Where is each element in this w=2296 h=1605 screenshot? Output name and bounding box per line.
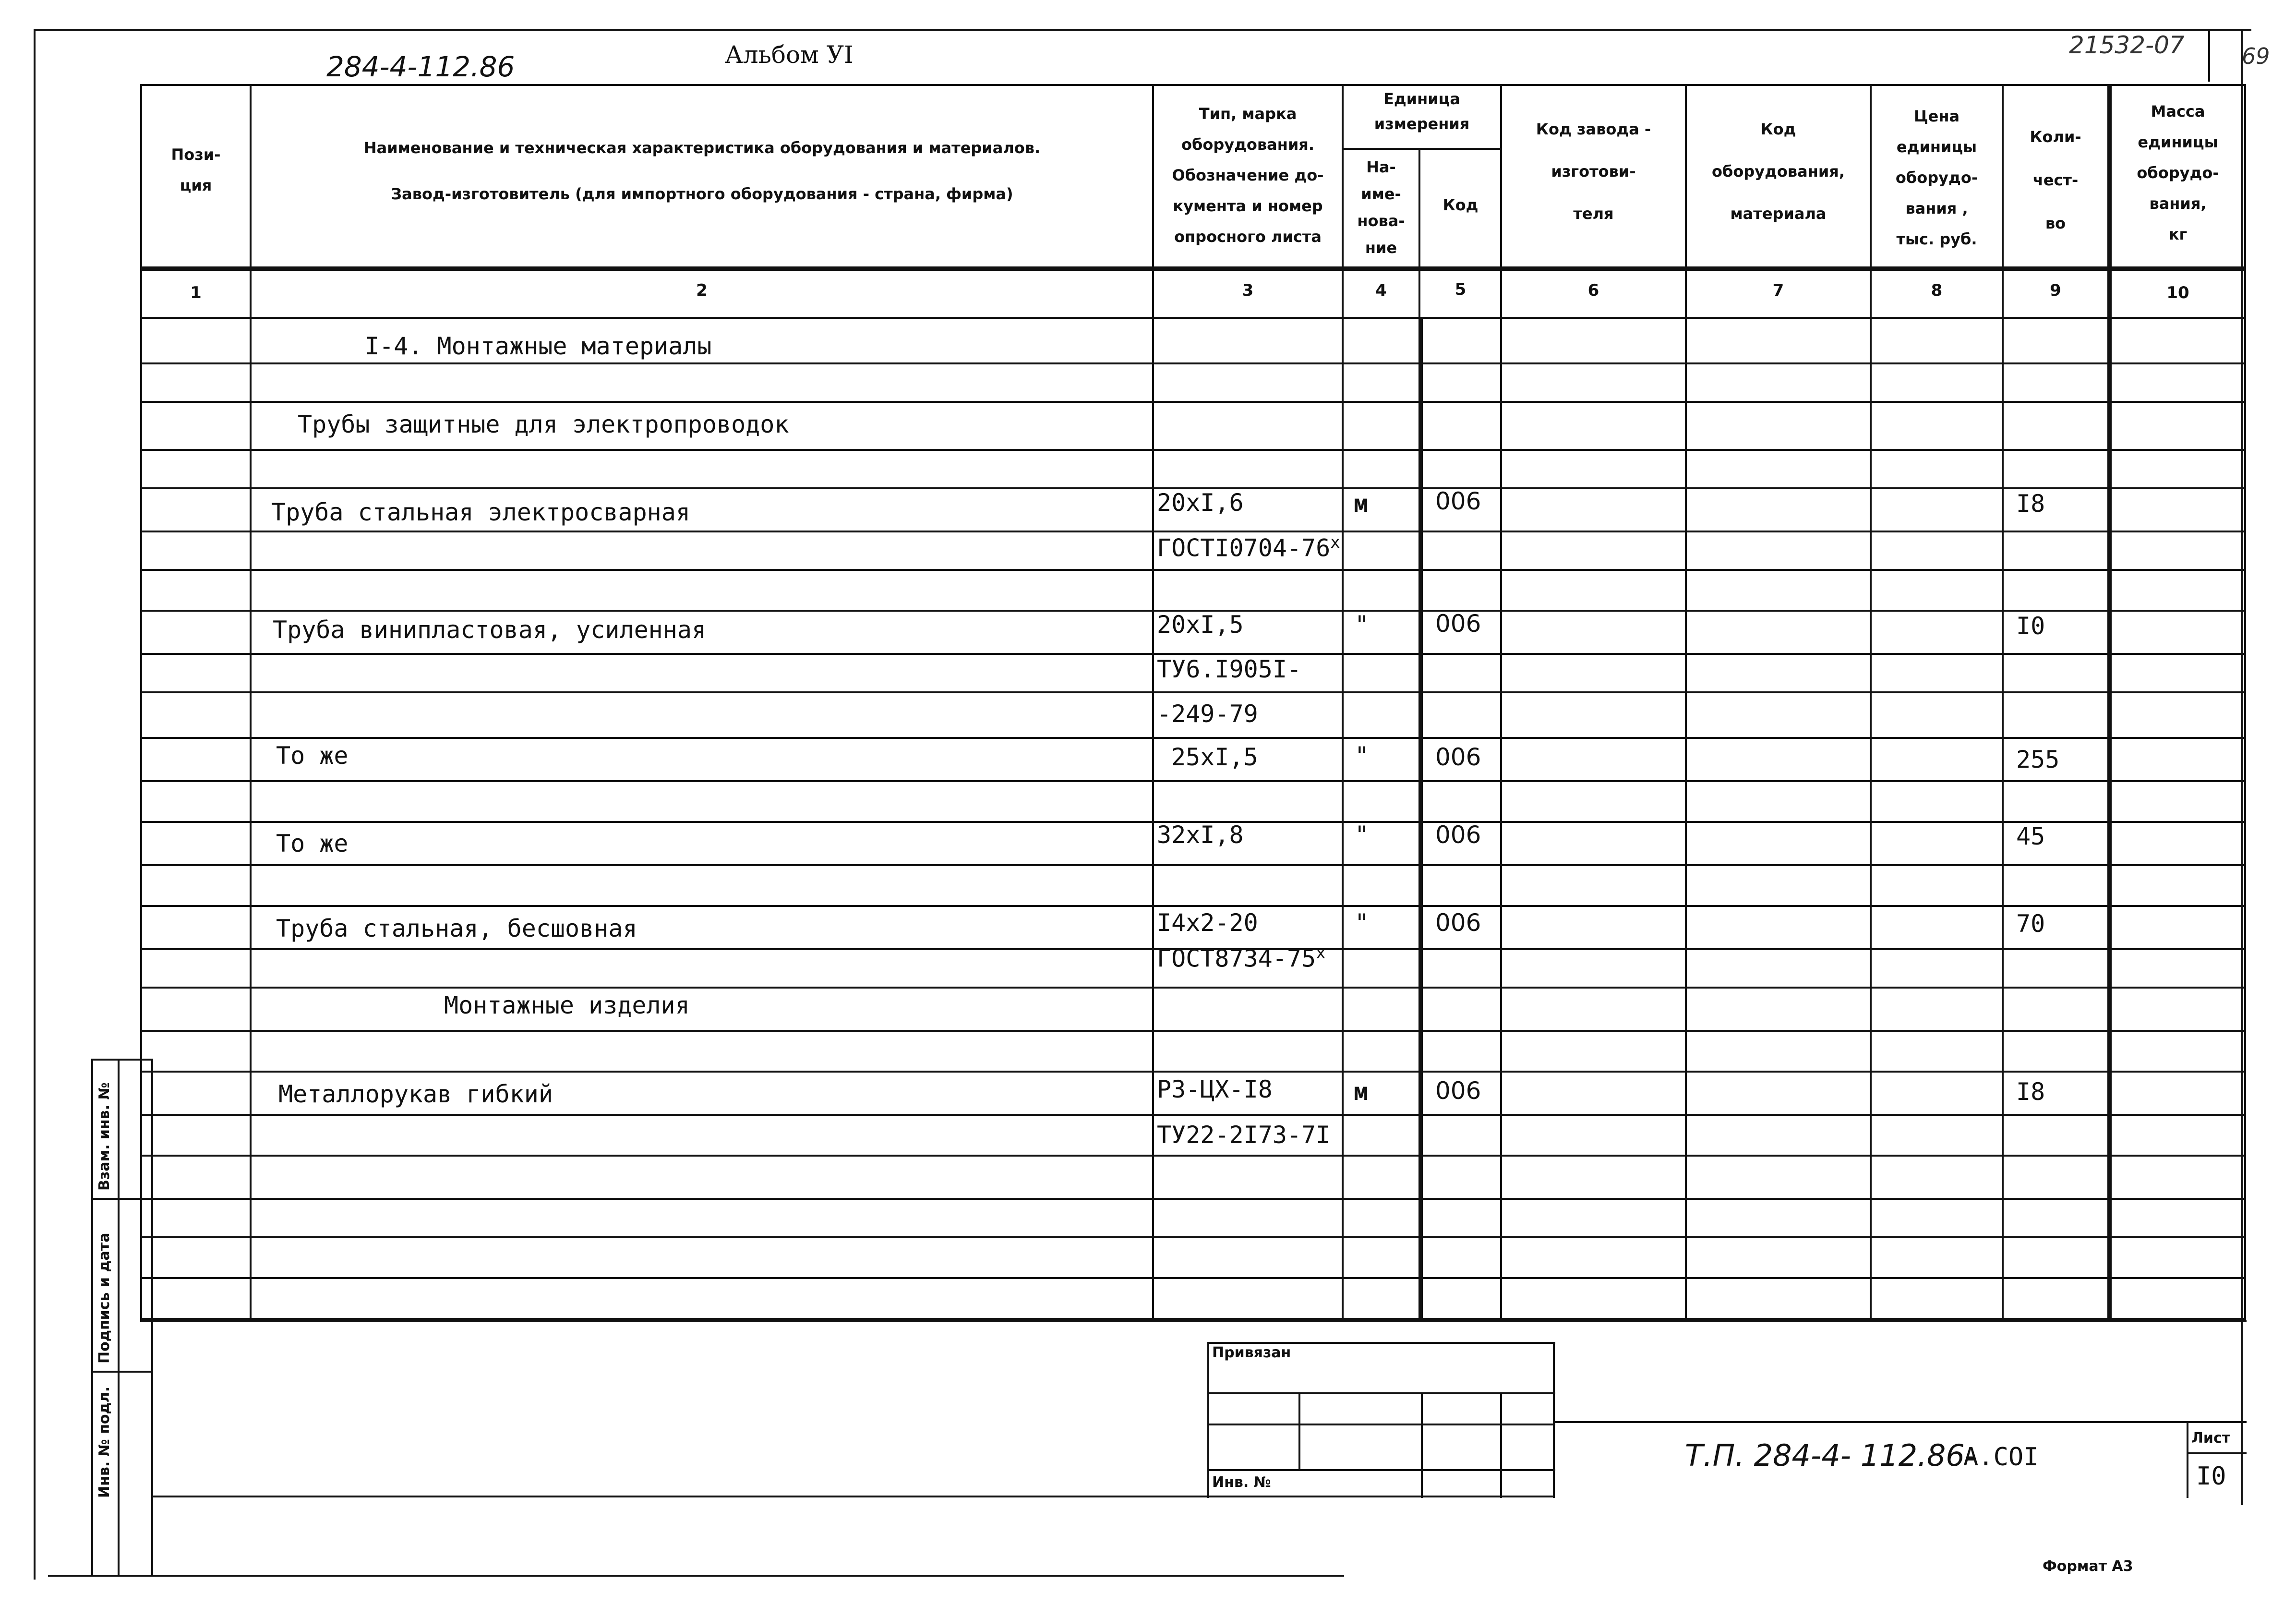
col-line — [2107, 84, 2112, 1320]
row-line — [140, 780, 2246, 782]
col-line — [2002, 84, 2004, 1320]
item-code: 006 — [1435, 743, 1481, 771]
row-line — [140, 1198, 2246, 1200]
stamp-divider — [2208, 29, 2210, 82]
row-line — [140, 987, 2246, 989]
album-label: Альбом УI — [725, 41, 853, 69]
table-top — [140, 84, 2246, 86]
col-line — [1500, 84, 1502, 1320]
item-type: 32xI,8 — [1157, 821, 1244, 849]
col10-header: Масса единицы оборудо- вания, кг — [2137, 102, 2219, 243]
col-line — [1418, 317, 1423, 1320]
row-line — [140, 531, 2246, 532]
item-doc: -249-79 — [1157, 700, 1258, 728]
inv-no-label: Инв. № — [1212, 1474, 1271, 1491]
colnum-4: 4 — [1375, 281, 1387, 300]
title-block-line — [2187, 1452, 2247, 1454]
item-qty: 45 — [2016, 822, 2045, 850]
item-qty: I8 — [2016, 1078, 2045, 1106]
colnum-bottom — [140, 317, 2246, 319]
item-unit: " — [1355, 742, 1370, 770]
item-qty: 70 — [2016, 910, 2045, 938]
title-block-line — [1553, 1421, 2247, 1423]
title-block-line — [2187, 1421, 2188, 1498]
row-line — [140, 449, 2246, 451]
col3-header: Тип, марка оборудования. Обозначение до- кумента и номер опросного листа — [1172, 105, 1324, 246]
page-corner-number: 69 — [2242, 43, 2270, 69]
row-line — [140, 653, 2246, 655]
item-type: 25xI,5 — [1171, 743, 1258, 771]
colnum-3: 3 — [1242, 281, 1254, 300]
title-block-line — [1207, 1392, 1555, 1394]
row-line — [140, 1114, 2246, 1116]
side-stamp-line — [91, 1059, 151, 1061]
item-name: Труба стальная электросварная — [271, 498, 690, 526]
col9-header: Коли- чест- во — [2030, 128, 2081, 232]
item-code: 006 — [1435, 610, 1481, 638]
item-unit: м — [1354, 1078, 1369, 1106]
colnum-8: 8 — [1931, 281, 1943, 300]
col6-header: Код завода - изготови- теля — [1536, 120, 1651, 223]
bottom-frame-line — [144, 1320, 2247, 1322]
item-name: То же — [276, 830, 349, 857]
bottom-frame-line — [151, 1496, 1553, 1497]
col2-header: Наименование и техническая характеристика оборудования и материалов. Завод-изготовитель (для импортного оборудования - страна, фирма) — [363, 139, 1041, 203]
format-label: Формат А3 — [2043, 1558, 2133, 1575]
row-line — [140, 1277, 2246, 1279]
title-block-line — [1500, 1392, 1502, 1498]
colnum-6: 6 — [1587, 281, 1599, 300]
row-line — [140, 691, 2246, 693]
title-block-line — [1207, 1342, 1209, 1498]
item-unit: м — [1354, 490, 1369, 518]
colnum-10: 10 — [2166, 283, 2189, 302]
row-line — [140, 1071, 2246, 1073]
item-qty: I0 — [2016, 612, 2045, 640]
side-label-inv-podl: Инв. № подл. — [96, 1386, 113, 1498]
row-line — [140, 569, 2246, 571]
item-code: 006 — [1435, 1077, 1481, 1105]
row-line — [140, 864, 2246, 866]
row-line — [140, 905, 2246, 907]
item-unit: " — [1355, 909, 1370, 937]
side-stamp-line — [91, 1371, 151, 1373]
designation-handwritten: Т.П. 284-4- 112.86- — [1685, 1438, 1976, 1473]
frame-right — [2241, 29, 2243, 1505]
colnum-7: 7 — [1772, 281, 1784, 300]
privyazan-label: Привязан — [1212, 1344, 1291, 1361]
colnum-2: 2 — [696, 281, 708, 300]
row-line — [140, 362, 2246, 364]
col1-header: Пози- ция — [171, 145, 221, 194]
handwritten-code: 284-4-112.86 — [326, 50, 515, 83]
unit-group-header: Единица измерения — [1374, 90, 1470, 133]
item-qty: 255 — [2016, 746, 2060, 773]
subsection-title: Монтажные изделия — [444, 991, 690, 1019]
title-block-line — [1421, 1392, 1423, 1498]
row-line — [140, 737, 2246, 739]
item-doc: ТУ22-2I73-7I — [1157, 1121, 1331, 1149]
designation-typed: A.COI — [1963, 1443, 2039, 1472]
sheet-number: I0 — [2196, 1462, 2226, 1491]
item-unit: " — [1355, 821, 1370, 849]
frame-top — [34, 29, 2251, 31]
col-line — [250, 84, 252, 1320]
title-block-line — [1207, 1469, 1555, 1471]
col8-header: Цена единицы оборудо- вания , тыс. руб. — [1895, 107, 1978, 248]
side-label-vzam: Взам. инв. № — [96, 1082, 113, 1191]
title-block-line — [1207, 1342, 1555, 1344]
item-name: Труба стальная, бесшовная — [276, 915, 637, 942]
col7-header: Код оборудования, материала — [1712, 120, 1845, 223]
item-unit: " — [1355, 611, 1370, 639]
col-line — [140, 84, 142, 1320]
item-type: I4x2-20 — [1157, 909, 1258, 937]
col-line — [1342, 84, 1344, 1320]
col-line — [2244, 84, 2246, 1320]
title-block-line — [1553, 1342, 1555, 1498]
item-type: Р3-ЦХ-I8 — [1157, 1075, 1273, 1103]
item-doc: ГОСТI0704-76$^x$ — [1157, 533, 1340, 562]
row-line — [140, 1030, 2246, 1032]
item-type: 20xI,6 — [1157, 489, 1244, 517]
title-block-line — [1298, 1392, 1300, 1469]
col-line — [1870, 84, 1872, 1320]
col4-header: На- име- нова- ние — [1357, 158, 1405, 257]
sheet-label: Лист — [2191, 1430, 2231, 1447]
row-line — [140, 1155, 2246, 1157]
row-line — [140, 401, 2246, 403]
row-line — [140, 1236, 2246, 1238]
item-code: 006 — [1435, 821, 1481, 849]
unit-group-divider — [1342, 148, 1500, 150]
col-line — [1685, 84, 1687, 1320]
item-doc: ГОСТ8734-75$^x$ — [1157, 943, 1326, 973]
subsection-title: Трубы защитные для электропроводок — [298, 410, 789, 438]
item-code: 006 — [1435, 487, 1481, 515]
section-title: I-4. Монтажные материалы — [365, 332, 712, 360]
col5-header: Код — [1443, 196, 1479, 214]
item-name: То же — [276, 742, 349, 770]
item-type: 20xI,5 — [1157, 611, 1244, 639]
side-label-podpis: Подпись и дата — [96, 1232, 113, 1364]
item-doc: ТУ6.I905I- — [1157, 655, 1302, 683]
colnum-5: 5 — [1455, 280, 1467, 299]
frame-left — [34, 29, 36, 1580]
item-name: Труба винипластовая, усиленная — [273, 616, 707, 644]
side-stamp-line — [91, 1059, 93, 1575]
colnum-1: 1 — [190, 283, 202, 302]
side-stamp-line — [91, 1198, 151, 1200]
item-code: 006 — [1435, 909, 1481, 937]
header-bottom — [140, 266, 2246, 271]
frame-bottom — [48, 1575, 1344, 1577]
side-stamp-line — [118, 1059, 120, 1575]
item-name: Металлорукав гибкий — [278, 1080, 553, 1108]
title-block-line — [1207, 1424, 1555, 1425]
colnum-9: 9 — [2050, 281, 2061, 300]
stamp-number: 21532-07 — [2069, 31, 2185, 59]
col-line — [1152, 84, 1154, 1320]
item-qty: I8 — [2016, 490, 2045, 518]
